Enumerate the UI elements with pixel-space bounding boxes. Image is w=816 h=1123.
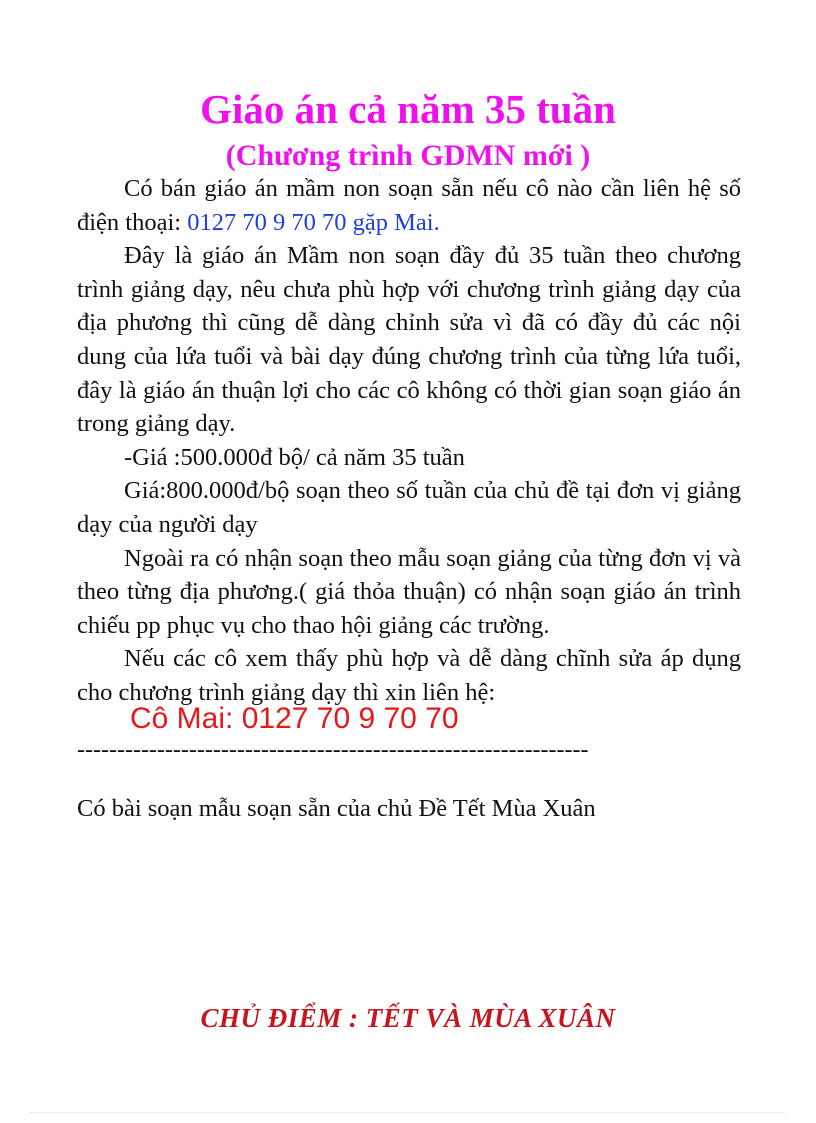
closing-paragraph: Nếu các cô xem thấy phù hợp và dễ dàng chĩnh sửa áp dụng cho chương trình giảng dạy thì xin liên hệ: [77, 645, 741, 706]
custom-service-paragraph: Ngoài ra có nhận soạn theo mẫu soạn giảng của từng đơn vị và theo từng địa phương.( giá thỏa thuận) có nhận soạn giáo án trình chiếu pp phục vụ cho thao hội giảng các trường. [77, 544, 741, 639]
body-text [77, 172, 741, 710]
intro-text: Có bán giáo án mầm non soạn sẵn nếu cô nào cần liên hệ số điện thoại: [77, 175, 741, 236]
contact-line: Cô Mai: 0127 70 9 70 70 [130, 702, 459, 735]
description-paragraph: Đây là giáo án Mầm non soạn đầy đủ 35 tuần theo chương trình giảng dạy, nêu chưa phù hợp với chương trình giảng dạy của địa phương thì cũng dễ dàng chỉnh sửa vì đã có đầy đủ các nội dung của lứa tuổi và bài dạy đúng chương trình của từng lứa tuổi, đây là giáo án thuận lợi cho các cô không có thời gian soạn giáo án trong giảng dạy. [77, 242, 741, 438]
price-line-1: -Giá :500.000đ bộ/ cả năm 35 tuần [124, 443, 465, 471]
page-subtitle: (Chương trình GDMN mới ) [225, 139, 591, 172]
page-title: Giáo án cả năm 35 tuần [200, 86, 616, 132]
phone-number-link[interactable]: 0127 70 9 70 70 gặp Mai. [187, 208, 440, 236]
footer-divider [30, 1112, 786, 1113]
intro-paragraph [77, 172, 741, 239]
theme-heading: CHỦ ĐIỂM : TẾT VÀ MÙA XUÂN [200, 1003, 616, 1033]
extra-note: Có bài soạn mẫu soạn sẵn của chủ Đề Tết Mùa Xuân [77, 795, 596, 822]
separator-line: ---------------------------------------------------------------- [77, 737, 589, 763]
price-line-2: Giá:800.000đ/bộ soạn theo số tuần của chủ đề tại đơn vị giảng dạy của người dạy [77, 477, 741, 538]
